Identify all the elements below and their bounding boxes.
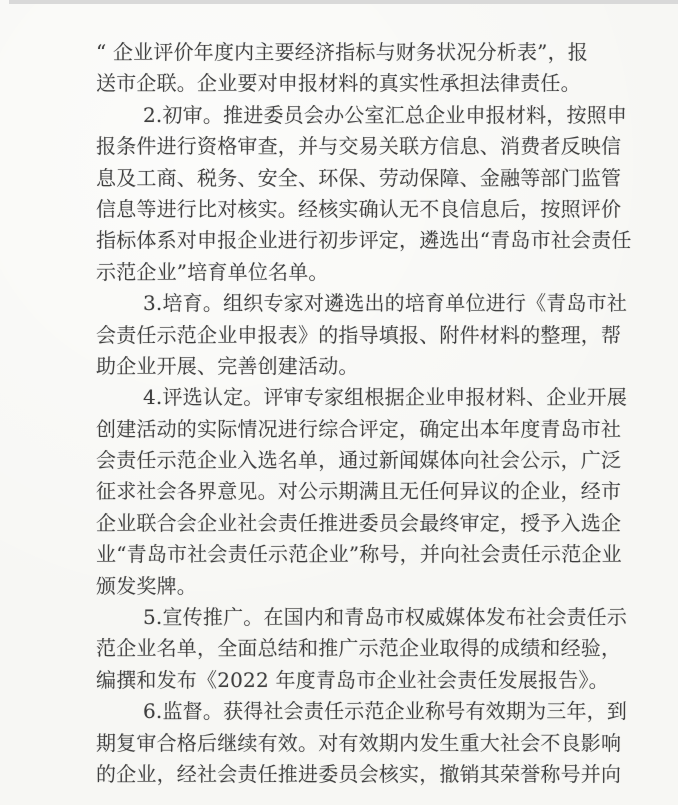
text-line: 4.评选认定。评审专家组根据企业申报材料、企业开展 [143, 385, 628, 410]
text-line: 会责任示范企业申报表》的指导填报、附件材料的整理，帮 [96, 322, 622, 347]
text-line: “ 企业评价年度内主要经济指标与财务状况分析表”，报 [96, 40, 589, 64]
text-line: 的企业，经社会责任推进委员会核实，撤销其荣誉称号并向 [96, 761, 622, 786]
text-line: 期复审合格后继续有效。对有效期内发生重大社会不良影响 [96, 730, 622, 755]
text-line: 会责任示范企业入选名单，通过新闻媒体向社会公示，广泛 [96, 448, 622, 473]
text-line: 6.监督。获得社会责任示范企业称号有效期为三年，到 [143, 699, 628, 724]
text-line: 助企业开展、完善创建活动。 [96, 353, 359, 378]
scan-edge-artifact [9, 0, 678, 4]
text-line: 颁发奖牌。 [96, 573, 197, 598]
text-line: 征求社会各界意见。对公示期满且无任何异议的企业，经市 [96, 479, 622, 504]
text-line: 息及工商、税务、安全、环保、劳动保障、金融等部门监管 [96, 165, 622, 190]
text-line: 送市企联。企业要对申报材料的真实性承担法律责任。 [96, 71, 581, 96]
text-line: 指标体系对申报企业进行初步评定，遴选出“青岛市社会责任 [96, 228, 632, 253]
text-line: 创建活动的实际情况进行综合评定，确定出本年度青岛市社 [96, 416, 622, 441]
text-line: 编撰和发布《2022 年度青岛市企业社会责任发展报告》。 [96, 667, 609, 692]
document-body [96, 37, 632, 790]
text-line: 示范企业”培育单位名单。 [96, 259, 329, 284]
text-line: 报条件进行资格审查，并与交易关联方信息、消费者反映信 [96, 134, 622, 159]
text-line: 企业联合会企业社会责任推进委员会最终审定，授予入选企 [96, 510, 622, 535]
text-line: 2.初审。推进委员会办公室汇总企业申报材料，按照申 [143, 102, 628, 127]
text-line: 业“青岛市社会责任示范企业”称号，并向社会责任示范企业 [96, 542, 622, 567]
text-line: 信息等进行比对核实。经核实确认无不良信息后，按照评价 [96, 196, 622, 221]
text-line: 范企业名单，全面总结和推广示范企业取得的成绩和经验， [96, 636, 622, 661]
text-line: 3.培育。组织专家对遴选出的培育单位进行《青岛市社 [143, 291, 628, 316]
text-line: 5.宣传推广。在国内和青岛市权威媒体发布社会责任示 [143, 605, 628, 630]
